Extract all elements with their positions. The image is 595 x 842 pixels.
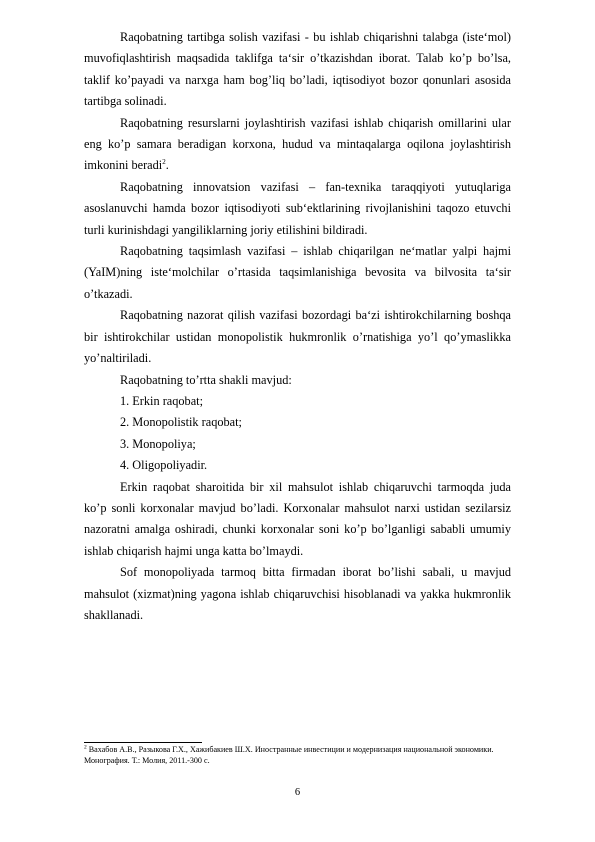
paragraph-regulating-function: Raqobatning tartibga solish vazifasi - bu ishlab chiqarishni talabga (iste‘mol) muvofiqlashtirish maqsadida taklifga ta‘sir o’tkazishdan iborat. Talab ko’p bo’lsa, taklif ko’payadi va narxga ham bog’liq bo’ladi, iqtisodiyot bozor qonunlari asosida tartibga solinadi. (84, 30, 511, 109)
footnote-marker: 2 (84, 744, 87, 751)
paragraph-resource-allocation-function (84, 113, 511, 177)
paragraph-pure-monopoly: Sof monopoliyada tarmoq bitta firmadan iborat bo’lishi sabali, u mavjud mahsulot (xizmat)ning yagona ishlab chiqaruvchisi hisoblanadi va yakka hukmronlik shakllanadi. (84, 565, 511, 622)
sentence-end: . (165, 158, 169, 173)
list-item: 2. Monopolistik raqobat; (120, 415, 242, 430)
page-number: 6 (294, 787, 301, 798)
paragraph-forms-intro: Raqobatning to’rtta shakli mavjud: (120, 372, 292, 387)
paragraph-text: Raqobatning resurslarni joylashtirish vazifasi ishlab chiqarish omillarini ular eng ko’p samara beradigan korxona, hudud va mintaqalarga oqilona joylashtirish imkonini beradi (84, 115, 511, 173)
list-item: 4. Oligopoliyadir. (120, 458, 208, 473)
list-item: 1. Erkin raqobat; (120, 393, 203, 408)
body-text (84, 27, 511, 626)
paragraph-control-function: Raqobatning nazorat qilish vazifasi bozordagi ba‘zi ishtirokchilarning boshqa bir ishtirokchilar ustidan monopolistik hukmronlik o’rnatishiga yo’l qo’ymaslikka yo’naltiriladi. (84, 308, 511, 366)
footnote-text: Вахабов А.В., Разыкова Г.Х., Хажибакиев Ш.Х. Иностранные инвестиции и модернизация национальной экономики. Монография. Т.: Молия, 2011.-300 с. (84, 745, 494, 766)
footnote-divider (84, 742, 202, 743)
paragraph-distribution-function: Raqobatning taqsimlash vazifasi – ishlab chiqarilgan ne‘matlar yalpi hajmi (YaIM)ning iste‘molchilar o’rtasida taqsimlanishiga bevosita va bilvosita ta‘sir o’tkazadi. (84, 244, 511, 301)
footnote (84, 744, 524, 766)
footnote-reference[interactable]: 2 (162, 158, 166, 167)
paragraph-innovation-function: Raqobatning innovatsion vazifasi – fan-texnika taraqqiyoti yutuqlariga asoslanuvchi hamda bozor iqtisodiyoti sub‘ektlarining rivojlanishini taqozo etuvchi turli kurinishdagi yangiliklarning joriy etilishini bildiradi. (84, 179, 511, 237)
list-item: 3. Monopoliya; (120, 436, 196, 451)
paragraph-free-competition: Erkin raqobat sharoitida bir xil mahsulot ishlab chiqaruvchi tarmoqda juda ko’p sonli korxonalar mavjud bo’ladi. Korxonalar mahsulot narxi ustidan sezilarsiz nazoratni amalga oshiradi, chunki korxonalar soni ko’p bo’lganligi sababli umumiy ishlab chiqarish hajmi unga katta bo’lmaydi. (84, 479, 511, 558)
